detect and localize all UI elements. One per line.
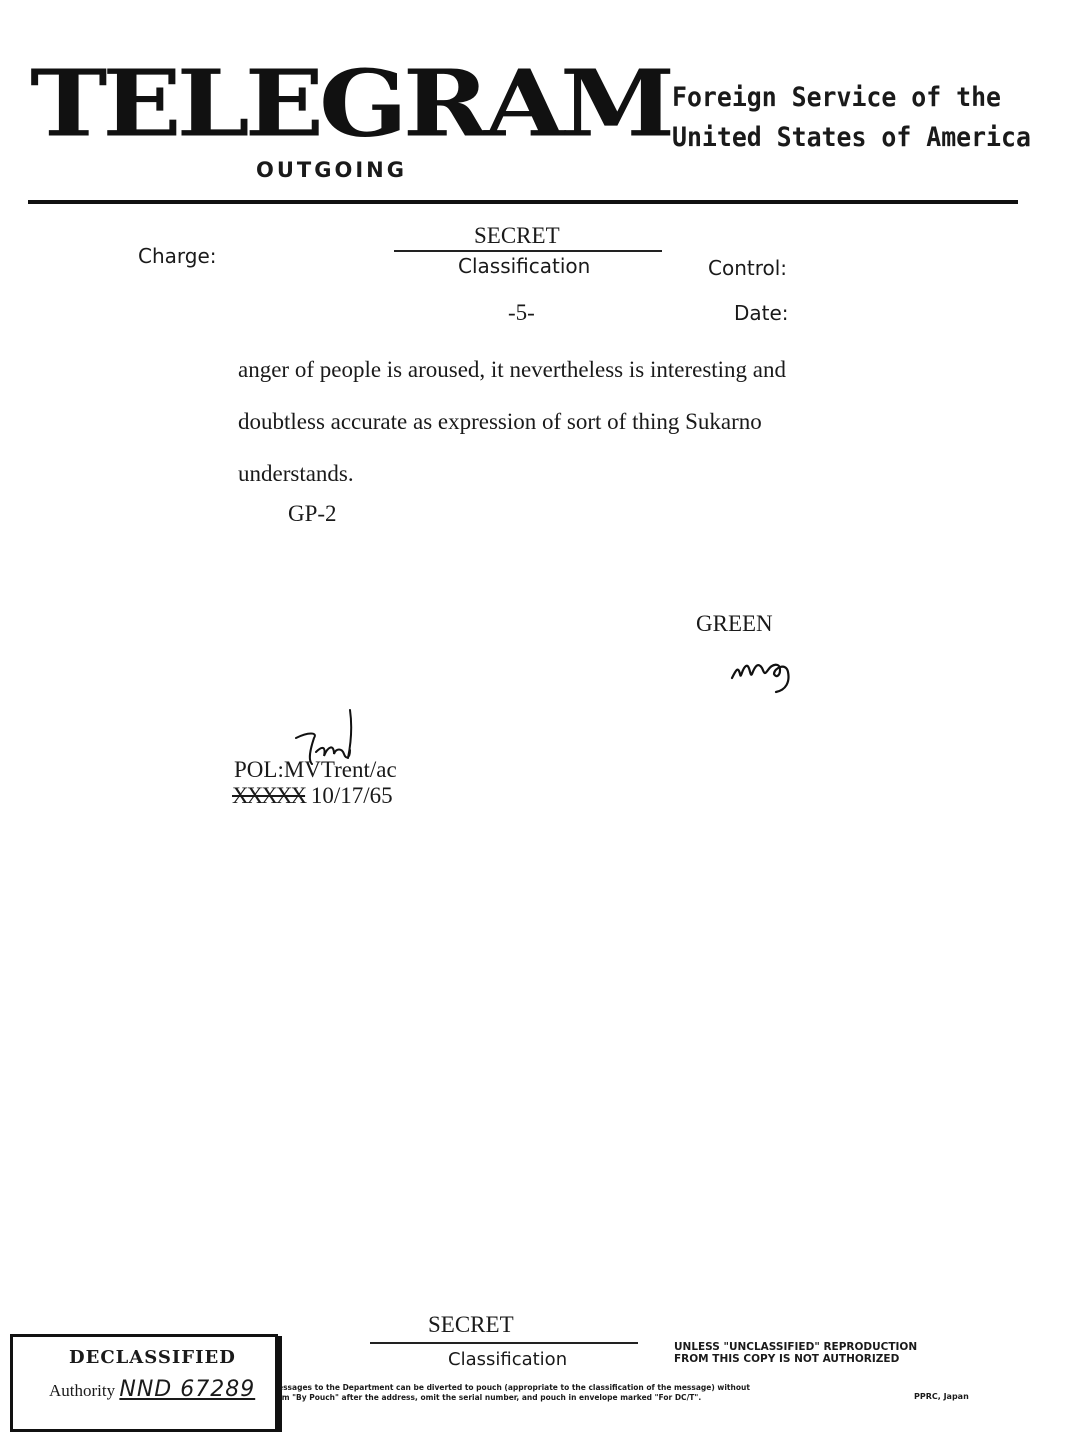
body-line-1: anger of people is aroused, it nevertheless is interesting and (238, 357, 787, 382)
declassified-title: DECLASSIFIED (69, 1347, 236, 1368)
initials-signature (728, 652, 800, 698)
pouch-note (278, 1383, 898, 1403)
agency-line-1: Foreign Service of the (672, 82, 1002, 113)
drafting-date: 10/17/65 (310, 783, 393, 808)
classification-label: Classification (458, 254, 591, 278)
message-body (238, 344, 938, 500)
outgoing-label: OUTGOING (256, 158, 407, 182)
footer-classification-value: SECRET (428, 1312, 514, 1337)
header-rule (28, 200, 1018, 204)
date-label: Date: (734, 301, 789, 325)
footer-classification-rule (370, 1342, 638, 1344)
declassified-authority (49, 1377, 255, 1402)
struck-text: XXXXX (232, 783, 306, 808)
agency-line-2: United States of America (672, 122, 1031, 153)
drafting-date-line (232, 783, 393, 809)
telegram-title: TELEGRAM (30, 49, 671, 158)
footer-classification-label: Classification (448, 1349, 568, 1370)
pouch-note-line-1: essages to the Department can be diverted to pouch (appropriate to the classification of the message) without (278, 1383, 750, 1392)
printer-credit: PPRC, Japan (914, 1392, 969, 1401)
reproduction-note: UNLESS "UNCLASSIFIED" REPRODUCTION FROM THIS COPY IS NOT AUTHORIZED (674, 1341, 918, 1365)
agency-name (672, 78, 1031, 158)
body-line-3: understands. (238, 461, 354, 486)
gp-marking: GP-2 (288, 501, 337, 526)
classification-value: SECRET (474, 223, 560, 248)
pouch-note-line-2: rm "By Pouch" after the address, omit the serial number, and pouch in envelope marked "For DC/T". (278, 1393, 702, 1402)
page-number: -5- (508, 300, 535, 325)
charge-label: Charge: (138, 244, 217, 268)
body-line-2: doubtless accurate as expression of sort of thing Sukarno (238, 409, 762, 434)
drafting-office: POL:MVTrent/ac (234, 757, 397, 782)
authority-value: NND 67289 (119, 1377, 256, 1402)
authority-label: Authority (49, 1381, 116, 1400)
signature-name: GREEN (696, 611, 773, 636)
control-label: Control: (708, 256, 788, 280)
classification-rule (394, 250, 662, 252)
declassified-stamp (10, 1334, 278, 1432)
